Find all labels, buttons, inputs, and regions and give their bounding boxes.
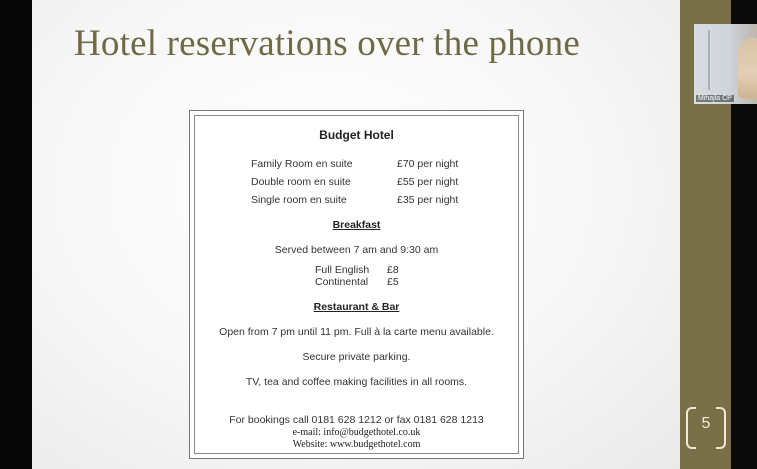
webcam-tile[interactable] (694, 24, 757, 104)
breakfast-item-name: Full English (315, 264, 370, 276)
breakfast-item (315, 264, 399, 276)
slide-number-badge (684, 401, 728, 451)
participant-name: Mihajla CP (698, 95, 732, 102)
breakfast-item (315, 276, 399, 288)
left-border (0, 0, 32, 469)
slide-title: Hotel reservations over the phone (74, 23, 580, 64)
website-contact: Website: www.budgethotel.com (292, 439, 421, 450)
breakfast-item-name: Continental (315, 276, 369, 288)
room-price: £35 per night (397, 194, 459, 206)
breakfast-item-price: £5 (387, 276, 399, 288)
booking-contact: For bookings call 0181 628 1212 or fax 0181 628 1213 (229, 414, 484, 426)
presentation-slide (32, 0, 680, 469)
breakfast-hours: Served between 7 am and 9:30 am (274, 244, 439, 256)
email-contact: e-mail: info@budgethotel.co.uk (292, 427, 421, 438)
hotel-info-card (189, 110, 524, 459)
hotel-info-card-inner (194, 115, 519, 454)
room-name: Double room en suite (251, 176, 351, 188)
slide-number: 5 (701, 415, 711, 432)
room-price: £55 per night (397, 176, 459, 188)
facilities-info: TV, tea and coffee making facilities in all rooms. (245, 376, 468, 388)
hotel-name: Budget Hotel (319, 128, 394, 142)
room-name: Family Room en suite (251, 158, 353, 170)
room-price: £70 per night (397, 158, 459, 170)
breakfast-heading: Breakfast (332, 219, 381, 231)
background-frame (708, 30, 710, 90)
restaurant-hours: Open from 7 pm until 11 pm. Full à la carte menu available. (219, 326, 494, 338)
parking-info: Secure private parking. (302, 351, 411, 363)
participant-video (738, 38, 757, 98)
room-name: Single room en suite (251, 194, 347, 206)
breakfast-item-price: £8 (387, 264, 399, 276)
restaurant-heading: Restaurant & Bar (313, 301, 400, 313)
